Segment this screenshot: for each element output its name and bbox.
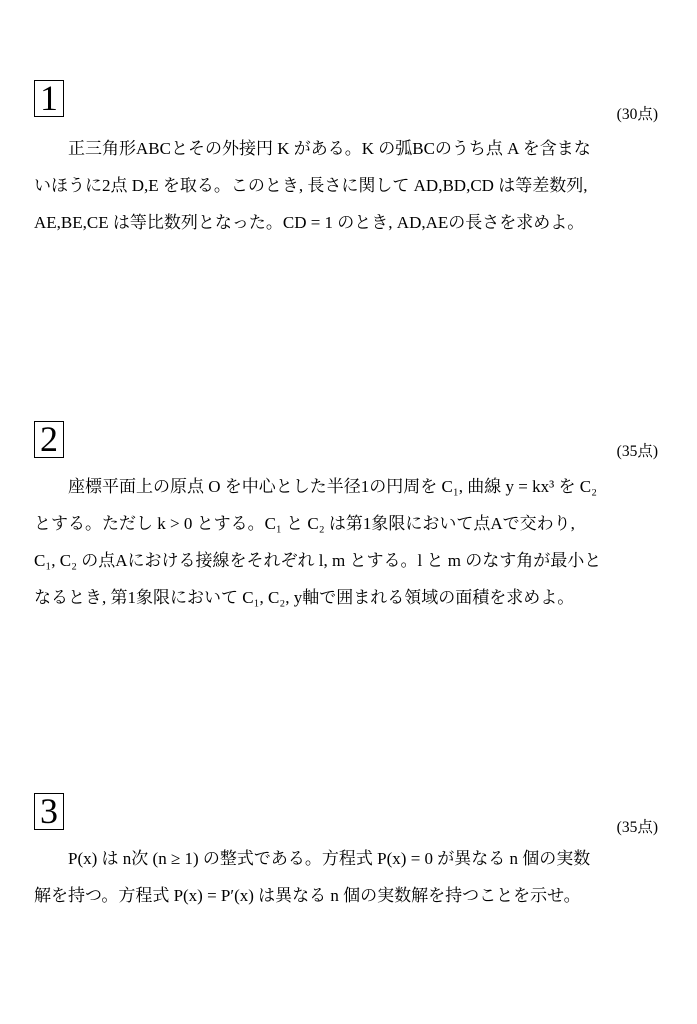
text-line: 座標平面上の原点 O を中心とした半径1の円周を C₁, 曲線 y = kx³ を C₂ [68,477,597,496]
points-label: (35点) [616,443,658,460]
text-line: とする。ただし k > 0 とする。C₁ と C₂ は第1象限において点Aで交わり, [34,514,575,533]
points-label: (30点) [616,106,658,123]
text-line: 正三角形ABCとその外接円 K がある。K の弧BCのうち点 A を含まな [68,139,591,158]
text-line: P(x) は n次 (n ≥ 1) の整式である。方程式 P(x) = 0 が異なる n 個の実数 [68,849,591,868]
text-line: 解を持つ。方程式 P(x) = P′(x) は異なる n 個の実数解を持つことを示せ。 [34,886,581,905]
text-line: なるとき, 第1象限において C₁, C₂, y軸で囲まれる領域の面積を求めよ。 [34,588,575,607]
points-label: (35点) [616,819,658,836]
problem-text [34,468,660,616]
problem-number-box: 2 [34,421,64,458]
problem-number-box: 3 [34,793,64,830]
text-line: いほうに2点 D,E を取る。このとき, 長さに関して AD,BD,CD は等差数列, [34,176,588,195]
text-line: C₁, C₂ の点Aにおける接線をそれぞれ l, m とする。l と m のなす角が最小と [34,551,602,570]
problem-text [34,130,660,241]
problem-number-box: 1 [34,80,64,117]
text-line: AE,BE,CE は等比数列となった。CD = 1 のとき, AD,AEの長さを求めよ。 [34,213,585,232]
problem-text [34,840,660,914]
